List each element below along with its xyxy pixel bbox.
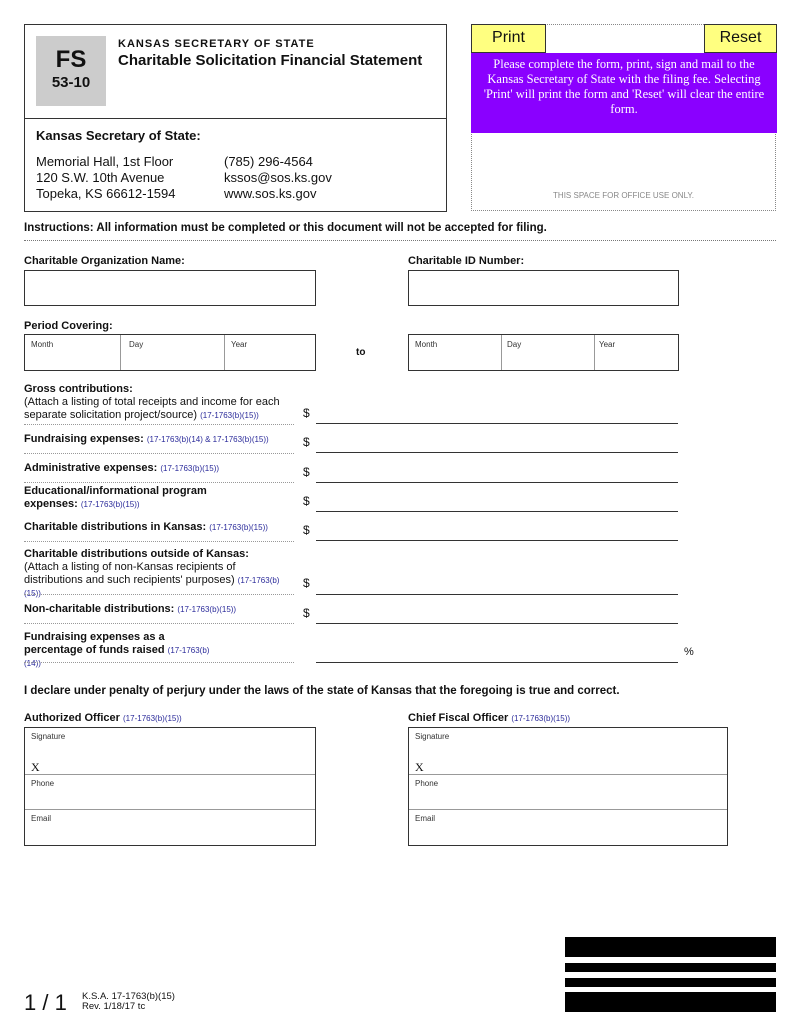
reset-button[interactable]: Reset xyxy=(704,24,777,53)
footer-meta xyxy=(82,992,175,1012)
row-title: Administrative expenses: xyxy=(24,462,158,474)
divider xyxy=(24,482,294,483)
row-gross-contributions xyxy=(24,383,294,422)
end-year-input[interactable]: Year xyxy=(599,340,616,349)
start-month-input[interactable]: Month xyxy=(31,340,54,349)
divider xyxy=(24,240,776,241)
officer-title: Authorized Officer xyxy=(24,712,120,724)
end-day-input[interactable]: Day xyxy=(507,340,522,349)
row-title: Charitable distributions in Kansas: xyxy=(24,521,207,533)
divider xyxy=(24,662,294,663)
row-ref: (17-1763(b)(15)) xyxy=(160,464,220,473)
org-name-input[interactable] xyxy=(24,270,316,306)
gross-contributions-input[interactable] xyxy=(316,423,678,424)
percent-sign: % xyxy=(684,646,694,658)
non-charitable-input[interactable] xyxy=(316,623,678,624)
fiscal-officer-label xyxy=(408,712,570,725)
signature-label: Signature xyxy=(415,732,450,741)
row-title: Fundraising expenses: xyxy=(24,433,144,445)
divider xyxy=(120,335,121,370)
divider xyxy=(409,809,727,810)
row-educational xyxy=(24,485,224,511)
row-distributions-kansas xyxy=(24,521,294,534)
row-ref: (17-1763(b)(15)) xyxy=(200,411,259,420)
dollar-sign: $ xyxy=(303,406,310,420)
office-heading: Kansas Secretary of State: xyxy=(36,128,201,143)
barcode-bar xyxy=(565,992,776,1012)
dollar-sign: $ xyxy=(303,465,310,479)
row-ref: (17-1763(b)(15)) xyxy=(209,523,268,532)
distributions-outside-input[interactable] xyxy=(316,594,678,595)
statute: K.S.A. 17-1763(b)(15) xyxy=(82,991,175,1002)
period-label: Period Covering: xyxy=(24,320,113,332)
dollar-sign: $ xyxy=(303,494,310,508)
org-id-input[interactable] xyxy=(408,270,679,306)
dollar-sign: $ xyxy=(303,523,310,537)
fiscal-officer-box xyxy=(408,727,728,846)
row-ref: (17-1763(b)(15)) xyxy=(80,500,140,509)
form-code: FS xyxy=(55,46,87,73)
form-code-badge xyxy=(36,36,106,106)
address-line: Topeka, KS 66612-1594 xyxy=(36,186,176,201)
period-start xyxy=(24,334,316,371)
divider xyxy=(25,774,315,775)
page-number: 1 / 1 xyxy=(24,990,67,1015)
email-input[interactable]: Email xyxy=(31,814,52,823)
officer-title: Chief Fiscal Officer xyxy=(408,712,509,724)
row-title: Educational/informational program expenses: xyxy=(24,485,207,510)
row-non-charitable xyxy=(24,603,294,616)
address xyxy=(36,154,176,202)
end-month-input[interactable]: Month xyxy=(415,340,438,349)
dollar-sign: $ xyxy=(303,435,310,449)
row-administrative xyxy=(24,462,294,475)
signature-input[interactable] xyxy=(25,728,315,774)
period-end xyxy=(408,334,679,371)
row-title: Gross contributions: xyxy=(24,383,133,395)
contact xyxy=(224,154,332,202)
row-percentage xyxy=(24,631,224,670)
row-distributions-outside xyxy=(24,548,294,600)
start-year-input[interactable]: Year xyxy=(231,340,248,349)
address-line: Memorial Hall, 1st Floor xyxy=(36,154,174,169)
start-day-input[interactable]: Day xyxy=(129,340,144,349)
officer-ref: (17-1763(b)(15)) xyxy=(123,714,182,723)
barcode-bar xyxy=(565,978,776,987)
signature-x: X xyxy=(415,760,424,774)
email[interactable]: kssos@sos.ks.gov xyxy=(224,170,332,185)
email-input[interactable]: Email xyxy=(415,814,436,823)
instructions: Instructions: All information must be completed or this document will not be accepted for filing. xyxy=(24,222,547,234)
row-title: Fundraising expenses as a percentage of funds raised xyxy=(24,631,165,656)
educational-input[interactable] xyxy=(316,511,678,512)
agency-name: KANSAS SECRETARY OF STATE xyxy=(118,38,315,50)
form-title: Charitable Solicitation Financial Statement xyxy=(118,52,423,69)
signature-input[interactable] xyxy=(409,728,727,774)
divider xyxy=(24,453,294,454)
phone-input[interactable]: Phone xyxy=(31,779,55,788)
divider xyxy=(24,623,294,624)
signature-label: Signature xyxy=(31,732,66,741)
divider xyxy=(24,541,294,542)
row-desc: (Attach a listing of total receipts and income for each separate solicitation project/source) xyxy=(24,396,280,421)
divider xyxy=(25,809,315,810)
authorized-officer-label xyxy=(24,712,182,725)
authorized-officer-box xyxy=(24,727,316,846)
dollar-sign: $ xyxy=(303,606,310,620)
dollar-sign: $ xyxy=(303,576,310,590)
administrative-input[interactable] xyxy=(316,482,678,483)
divider xyxy=(501,335,502,370)
phone-input[interactable]: Phone xyxy=(415,779,439,788)
header-box xyxy=(24,24,447,212)
percentage-input[interactable] xyxy=(316,662,678,663)
declaration: I declare under penalty of perjury under the laws of the state of Kansas that the foregoing is true and correct. xyxy=(24,685,620,697)
divider xyxy=(24,424,294,425)
row-ref: (17-1763(b)(15)) xyxy=(177,605,237,614)
barcode-bar xyxy=(565,963,776,972)
divider xyxy=(224,335,225,370)
distributions-kansas-input[interactable] xyxy=(316,540,678,541)
signature-x: X xyxy=(31,760,40,774)
row-title: Non-charitable distributions: xyxy=(24,603,175,615)
row-desc: (Attach a listing of non-Kansas recipients of distributions and such recipients' purposes) xyxy=(24,561,236,586)
divider xyxy=(594,335,595,370)
phone: (785) 296-4564 xyxy=(224,154,313,169)
address-line: 120 S.W. 10th Avenue xyxy=(36,170,165,185)
divider xyxy=(25,118,446,119)
divider xyxy=(409,774,727,775)
barcode-bar xyxy=(565,937,776,957)
print-button[interactable]: Print xyxy=(471,24,546,53)
org-name-label: Charitable Organization Name: xyxy=(24,255,185,267)
officer-ref: (17-1763(b)(15)) xyxy=(511,714,571,723)
row-fundraising xyxy=(24,433,294,446)
org-id-label: Charitable ID Number: xyxy=(408,255,525,267)
office-use-label: THIS SPACE FOR OFFICE USE ONLY. xyxy=(553,191,694,200)
fundraising-input[interactable] xyxy=(316,452,678,453)
instructions-notice: Please complete the form, print, sign and mail to the Kansas Secretary of State with the filing fee. Selecting 'Print' will print the form and 'Reset' will clear the entire form. xyxy=(471,53,777,133)
row-ref: (17-1763(b)(15)) xyxy=(24,576,280,598)
divider xyxy=(24,594,294,595)
period-to: to xyxy=(356,347,366,358)
row-ref: (17-1763(b)(14)) xyxy=(24,646,210,668)
form-number: 53-10 xyxy=(51,74,91,91)
revision: Rev. 1/18/17 tc xyxy=(82,1001,146,1012)
row-ref: (17-1763(b)(14) & 17-1763(b)(15)) xyxy=(146,435,269,444)
website[interactable]: www.sos.ks.gov xyxy=(224,186,317,201)
row-title: Charitable distributions outside of Kansas: xyxy=(24,548,249,560)
